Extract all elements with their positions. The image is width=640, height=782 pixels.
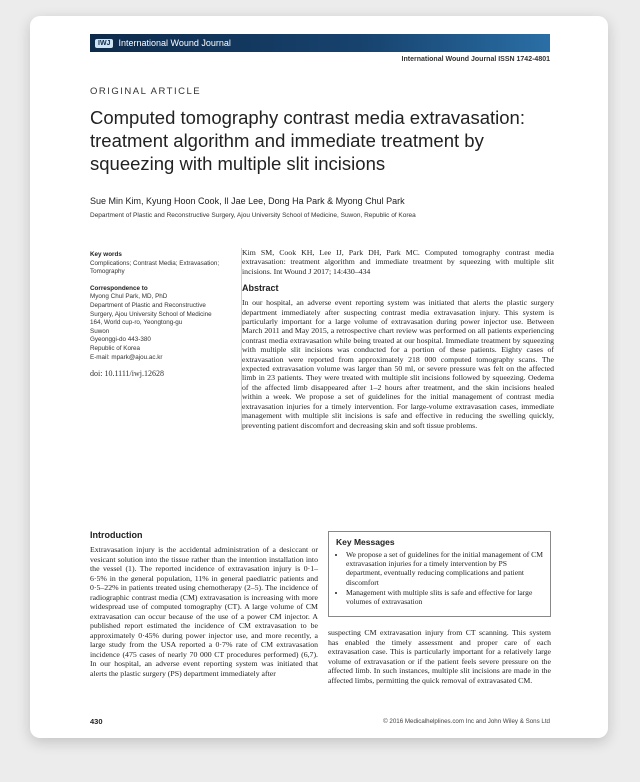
key-messages-heading: Key Messages — [336, 537, 395, 547]
article-type: ORIGINAL ARTICLE — [90, 86, 202, 97]
article-title: Computed tomography contrast media extravasation: treatment algorithm and immediate treatment by squeezing with multiple slit incisions — [90, 107, 525, 174]
corr-line: Department of Plastic and Reconstructive — [90, 301, 206, 309]
introduction-heading: Introduction — [90, 530, 143, 540]
journal-logo: IWJ — [95, 39, 113, 48]
corr-email[interactable]: E-mail: mpark@ajou.ac.kr — [90, 353, 163, 361]
corr-line: Suwon — [90, 327, 110, 335]
corr-line: Surgery, Ajou University School of Medicine — [90, 310, 212, 318]
correspondence-heading: Correspondence to — [90, 284, 148, 292]
key-message-item: • Management with multiple slits is safe and effective for large volumes of extravasation — [346, 588, 543, 606]
introduction-column — [90, 530, 318, 678]
introduction-continued-text: suspecting CM extravasation injury from CT scanning. This system has enabled the timely assessment and proper care of each extravasation case. This is particularly important for a relatively large volume of extravasation or if the patient feels severe pressure on the affected limb. In such instances, multiple slit incisions are made in the affected limbs, permitting the quick removal of extravasated CM. — [328, 628, 551, 685]
doi[interactable]: doi: 10.1111/iwj.12628 — [90, 369, 164, 379]
journal-name: International Wound Journal — [118, 38, 231, 48]
author-list: Sue Min Kim, Kyung Hoon Cook, Il Jae Lee, Dong Ha Park & Myong Chul Park — [90, 196, 405, 206]
introduction-continued — [328, 628, 551, 685]
correspondence-block — [90, 285, 230, 362]
keywords-text: Complications; Contrast Media; Extravasation; Tomography — [90, 259, 220, 276]
abstract-text: In our hospital, an adverse event reporting system was initiated that alerts the plastic surgery department immediately after suspecting contrast media extravasation injury. This system is particularly important for a large volume of extravasation during power injector use. Between March 2011 and May 2015, a retrospective chart review was performed on all patients experiencing contrast media extravasation while being treated at our hospital. Immediate treatment by squeezing with multiple slit incisions was conducted for a portion of these patients. Eighty cases of extravasation were reported from approximately 218 000 computed tomography scans. The expected extravasation volume was larger than 50 ml, or severe pressure was felt on the affected limb in 23 patients. They were treated with multiple slit incisions followed by squeezing. Oedema of the affected limb disappeared after 1–2 hours after treatment, and the skin incisions healed within a week. We propose a set of guidelines for the initial management of contrast media extravasation injuries for a timely intervention. For large-volume extravasation cases, immediate management with multiple slit incisions is safe and effective in reducing the swelling quickly, preventing patient discomfort and decreasing skin and soft tissue problems. — [242, 298, 554, 430]
keywords-block — [90, 251, 230, 277]
abstract-heading: Abstract — [242, 283, 279, 294]
keywords-heading: Key words — [90, 251, 122, 258]
citation: Kim SM, Cook KH, Lee IJ, Park DH, Park MC. Computed tomography contrast media extravasation: treatment algorithm and immediate treatment by squeezing with multiple slit incisions. Int Wound J 2017; 14:430–434 — [242, 248, 554, 276]
page-number: 430 — [90, 717, 103, 726]
journal-issn: International Wound Journal ISSN 1742-4801 — [401, 56, 550, 63]
corr-line: Republic of Korea — [90, 344, 141, 352]
affiliation: Department of Plastic and Reconstructive Surgery, Ajou University School of Medicine, Suwon, Republic of Korea — [90, 212, 416, 219]
corr-line: 164, World cup-ro, Yeongtong-gu — [90, 319, 183, 327]
sidebar — [90, 251, 230, 379]
key-message-item: • We propose a set of guidelines for the initial management of CM extravasation injuries for a timely intervention by PS department, eventually reducing complications and patient discomfort — [346, 550, 543, 587]
abstract-section — [241, 248, 554, 430]
journal-banner — [90, 34, 550, 52]
copyright: © 2016 Medicalhelplines.com Inc and John Wiley & Sons Ltd — [383, 718, 550, 725]
key-messages-list — [336, 550, 543, 606]
introduction-text: Extravasation injury is the accidental administration of a desiccant or vesicant solution into the tissue rather than the intention installation into the vessel (1). The reported incidence of extravasation injury is 0·1–6·5% in the general population, 11% in general paediatric patients and 0·5–22% in patients treated using chemotherapy (2–5). The incidence of radiographic contrast media (CM) extravasation is increasing with more widespread use of computed tomography (CT). A large volume of CM extravasation can occur because of the use of a power CM injector. A published report estimated the incidence of CM extravasation to be approximately 0·45% during power injector use, and more recently, a large study from the USA reported a 0·7% rate of CM extravasation incidence (475 cases of nearly 70 000 CT procedures performed) (6,7). In our hospital, an adverse event reporting system was initiated that alerts the plastic surgery (PS) department immediately after — [90, 545, 318, 678]
corr-line: Gyeonggi-do 443-380 — [90, 336, 151, 344]
key-messages-box — [328, 531, 551, 617]
corr-line: Myong Chul Park, MD, PhD — [90, 293, 168, 301]
article-page — [30, 16, 608, 738]
